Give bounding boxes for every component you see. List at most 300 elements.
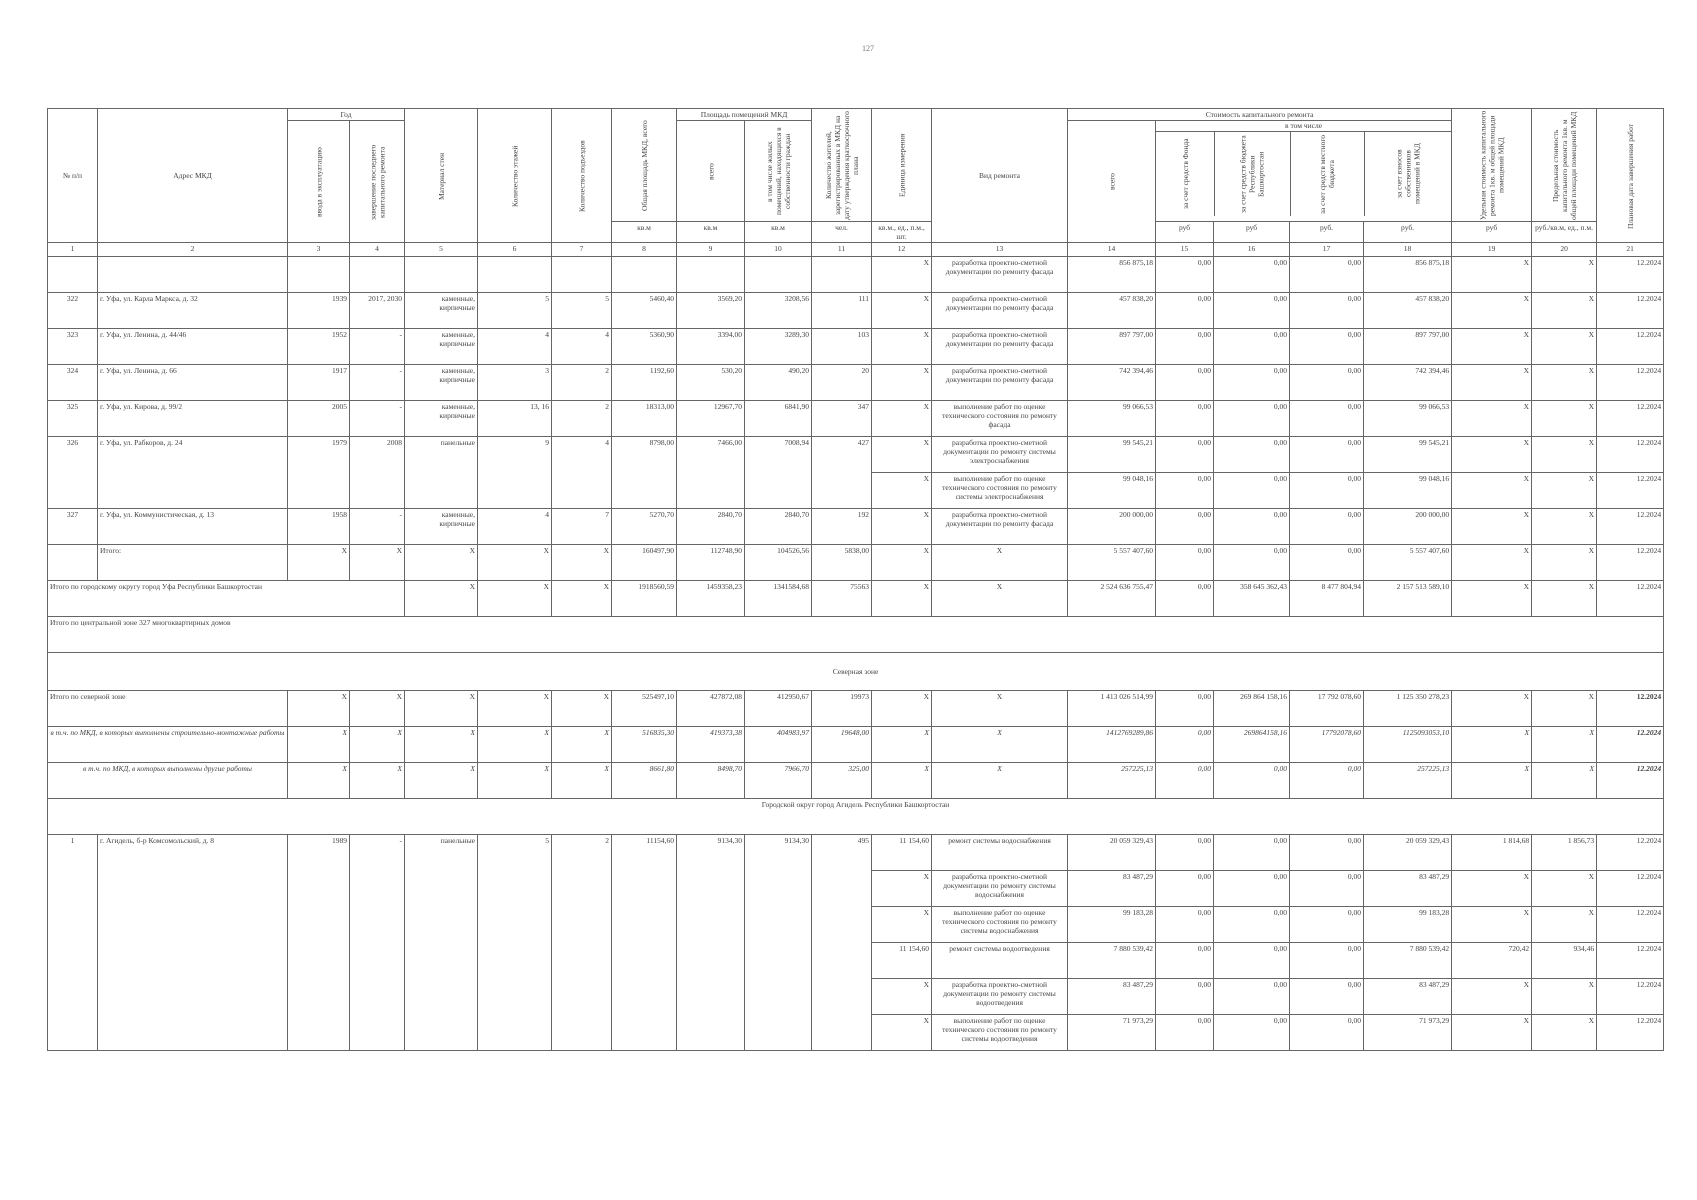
cost-total-cell: 257225,13 (1068, 763, 1156, 799)
total-area-cell: 1192,60 (612, 365, 677, 401)
cost-total-cell: 99 066,53 (1068, 401, 1156, 437)
col-num: 19 (1452, 243, 1532, 257)
north-zone-title: Северная зоне (48, 653, 1664, 691)
table-row (48, 329, 1664, 365)
deadline-cell: 12.2024 (1597, 437, 1664, 473)
unit-cost-cell: X (1452, 401, 1532, 437)
fund-cell: 0,00 (1156, 691, 1214, 727)
x-cell: X (405, 691, 478, 727)
unit-measure: кв.м., ед., п.м., шт. (872, 222, 932, 243)
private-area-cell: 404983,97 (745, 727, 812, 763)
unit-cell: X (872, 691, 932, 727)
entrances-cell: 7 (552, 509, 612, 545)
cost-total-cell: 83 487,29 (1068, 871, 1156, 907)
city-total-label: Итого по городскому округу город Уфа Республики Башкортостан (48, 581, 405, 617)
unit-cell: X (872, 581, 932, 617)
unit-cell: X (872, 727, 932, 763)
table-row (48, 401, 1664, 437)
owners-cell: 99 183,28 (1364, 907, 1452, 943)
col-head-republic-budget: за счет средств бюджета Республики Башкортостан (1214, 132, 1290, 216)
private-area-cell: 7966,70 (745, 763, 812, 799)
unit-cell: X (872, 365, 932, 401)
deadline-cell: 12.2024 (1597, 691, 1664, 727)
material-cell: каменные, кирпичные (405, 293, 478, 329)
table-row (48, 437, 1664, 473)
local-cell: 0,00 (1290, 1015, 1364, 1051)
x-cell: X (552, 545, 612, 581)
col-head-cost: Стоимость капитального ремонта (1068, 109, 1452, 121)
unit-kvm: кв.м (745, 222, 812, 243)
year-cell: 1952 (288, 329, 350, 365)
limit-cost-cell: X (1532, 907, 1597, 943)
area-cell: 9134,30 (677, 835, 745, 1051)
unit-cell: X (872, 545, 932, 581)
cost-total-cell: 1412769289,86 (1068, 727, 1156, 763)
limit-cost-cell: X (1532, 401, 1597, 437)
fund-cell: 0,00 (1156, 979, 1214, 1015)
col-num: 1 (48, 243, 98, 257)
unit-people: чел. (812, 222, 872, 243)
unit-rub: руб (1156, 222, 1214, 243)
limit-cost-cell: X (1532, 293, 1597, 329)
residents-cell: 103 (812, 329, 872, 365)
republic-cell: 0,00 (1214, 943, 1290, 979)
col-head-premises-area: Площадь помещений МКД (677, 109, 812, 121)
repair-type-cell: X (932, 763, 1068, 799)
year-cell: 1979 (288, 437, 350, 509)
zone-total-label: Итого по северной зоне (48, 691, 288, 727)
col-head-address: Адрес МКД (98, 109, 288, 243)
col-num: 17 (1290, 243, 1364, 257)
floors-cell: 9 (478, 437, 552, 509)
owners-cell: 7 880 539,42 (1364, 943, 1452, 979)
cost-total-cell: 2 524 636 755,47 (1068, 581, 1156, 617)
year-cell: 1989 (288, 835, 350, 1051)
material-cell: каменные, кирпичные (405, 509, 478, 545)
limit-cost-cell: X (1532, 979, 1597, 1015)
residents-cell: 20 (812, 365, 872, 401)
col-head-year: Год (288, 109, 405, 121)
central-zone-note: Итого по центральной зоне 327 многоквартирных домов (48, 617, 1664, 653)
local-cell: 0,00 (1290, 329, 1364, 365)
deadline-cell: 12.2024 (1597, 763, 1664, 799)
total-area-cell: 8798,00 (612, 437, 677, 509)
total-area-cell: 1918560,59 (612, 581, 677, 617)
owners-cell: 897 797,00 (1364, 329, 1452, 365)
col-head-entrances: Количество подъездов (552, 109, 612, 243)
fund-cell: 0,00 (1156, 727, 1214, 763)
area-cell: 427872,08 (677, 691, 745, 727)
address-cell: г. Уфа, ул. Рабкоров, д. 24 (98, 437, 288, 509)
total-area-cell: 516835,30 (612, 727, 677, 763)
area-cell: 112748,90 (677, 545, 745, 581)
subtotal-label: Итого: (98, 545, 288, 581)
col-num: 8 (612, 243, 677, 257)
row-number: 324 (48, 365, 98, 401)
fund-cell: 0,00 (1156, 545, 1214, 581)
deadline-cell: 12.2024 (1597, 401, 1664, 437)
local-cell: 0,00 (1290, 763, 1364, 799)
year-cell: 1917 (288, 365, 350, 401)
total-area-cell: 5360,90 (612, 329, 677, 365)
year-cell: 1958 (288, 509, 350, 545)
residents-cell: 427 (812, 437, 872, 509)
unit-cost-cell: X (1452, 1015, 1532, 1051)
unit-cost-cell: X (1452, 437, 1532, 473)
column-numbers-row (48, 243, 1664, 257)
material-cell: каменные, кирпичные (405, 365, 478, 401)
year-cell: 2005 (288, 401, 350, 437)
address-cell: г. Уфа, ул. Ленина, д. 66 (98, 365, 288, 401)
address-cell: г. Уфа, ул. Кирова, д. 99/2 (98, 401, 288, 437)
private-area-cell: 490,20 (745, 365, 812, 401)
cost-total-cell: 83 487,29 (1068, 979, 1156, 1015)
table-row (48, 293, 1664, 329)
col-head-deadline: Плановая дата завершения работ (1597, 109, 1664, 243)
owners-cell: 1125093053,10 (1364, 727, 1452, 763)
unit-rub: руб (1214, 222, 1290, 243)
col-num: 2 (98, 243, 288, 257)
total-area-cell: 525497,10 (612, 691, 677, 727)
x-cell: X (350, 763, 405, 799)
republic-cell: 0,00 (1214, 401, 1290, 437)
repair-type-cell: выполнение работ по оценке технического состояния по ремонту системы водоотведения (932, 1015, 1068, 1051)
cost-total-cell: 200 000,00 (1068, 509, 1156, 545)
private-area-cell: 2840,70 (745, 509, 812, 545)
unit-cost-cell: X (1452, 473, 1532, 509)
fund-cell: 0,00 (1156, 907, 1214, 943)
total-area-cell: 5460,40 (612, 293, 677, 329)
col-num: 21 (1597, 243, 1664, 257)
unit-rub: руб. (1290, 222, 1364, 243)
x-cell: X (405, 763, 478, 799)
table-row (48, 509, 1664, 545)
repair-type-cell: X (932, 545, 1068, 581)
limit-cost-cell: X (1532, 763, 1597, 799)
col-head-area-all: всего (677, 121, 745, 222)
entrances-cell: 5 (552, 293, 612, 329)
x-cell: X (350, 545, 405, 581)
fund-cell: 0,00 (1156, 473, 1214, 509)
cost-total-cell: 71 973,29 (1068, 1015, 1156, 1051)
unit-cost-cell: X (1452, 907, 1532, 943)
section-row (48, 653, 1664, 691)
unit-cell: X (872, 979, 932, 1015)
limit-cost-cell: X (1532, 437, 1597, 473)
unit-cost-cell: X (1452, 545, 1532, 581)
material-cell: панельные (405, 437, 478, 509)
x-cell: X (350, 691, 405, 727)
repair-type-cell: выполнение работ по оценке технического состояния по ремонту системы водоснабжения (932, 907, 1068, 943)
col-head-including: в том числе (1156, 121, 1451, 132)
local-cell: 0,00 (1290, 835, 1364, 871)
col-num: 13 (932, 243, 1068, 257)
last-repair-cell: - (350, 835, 405, 1051)
col-head-unit-cost: Удельная стоимость капитального ремонта 1кв. м общей площади помещений МКД (1452, 109, 1532, 222)
last-repair-cell: - (350, 401, 405, 437)
fund-cell: 0,00 (1156, 509, 1214, 545)
unit-cost-cell: X (1452, 871, 1532, 907)
floors-cell: 4 (478, 329, 552, 365)
private-area-cell: 412950,67 (745, 691, 812, 727)
deadline-cell: 12.2024 (1597, 293, 1664, 329)
local-cell: 0,00 (1290, 907, 1364, 943)
x-cell: X (288, 545, 350, 581)
local-cell: 17 792 078,60 (1290, 691, 1364, 727)
col-num: 15 (1156, 243, 1214, 257)
unit-cost-cell: X (1452, 257, 1532, 293)
limit-cost-cell: X (1532, 509, 1597, 545)
material-cell: панельные (405, 835, 478, 1051)
owners-cell: 1 125 350 278,23 (1364, 691, 1452, 727)
area-cell: 2840,70 (677, 509, 745, 545)
unit-cell: 11 154,60 (872, 835, 932, 871)
republic-cell: 269864158,16 (1214, 727, 1290, 763)
fund-cell: 0,00 (1156, 943, 1214, 979)
x-cell: X (552, 691, 612, 727)
owners-cell: 2 157 513 589,10 (1364, 581, 1452, 617)
x-cell: X (405, 581, 478, 617)
deadline-cell: 12.2024 (1597, 365, 1664, 401)
residents-cell: 347 (812, 401, 872, 437)
col-num: 12 (872, 243, 932, 257)
col-head-floors: Количество этажей (478, 109, 552, 243)
x-cell: X (288, 727, 350, 763)
residents-cell: 75563 (812, 581, 872, 617)
repair-type-cell: разработка проектно-сметной документации по ремонту фасада (932, 365, 1068, 401)
owners-cell: 99 048,16 (1364, 473, 1452, 509)
total-area-cell: 160497,90 (612, 545, 677, 581)
republic-cell: 0,00 (1214, 979, 1290, 1015)
last-repair-cell: - (350, 365, 405, 401)
entrances-cell: 4 (552, 437, 612, 509)
x-cell: X (478, 691, 552, 727)
limit-cost-cell: X (1532, 257, 1597, 293)
x-cell: X (478, 727, 552, 763)
unit-cell: X (872, 1015, 932, 1051)
private-area-cell: 3289,30 (745, 329, 812, 365)
republic-cell: 0,00 (1214, 907, 1290, 943)
zone-total-row (48, 691, 1664, 727)
residents-cell: 495 (812, 835, 872, 1051)
col-num: 5 (405, 243, 478, 257)
x-cell: X (350, 727, 405, 763)
deadline-cell: 12.2024 (1597, 727, 1664, 763)
deadline-cell: 12.2024 (1597, 581, 1664, 617)
col-head-residents: Количество жителей, зарегистрированных в МКД на дату утверждения краткосрочного плана (812, 109, 872, 222)
capital-repair-table (47, 108, 1664, 1051)
zone-subtotal-row (48, 763, 1664, 799)
x-cell: X (478, 581, 552, 617)
unit-cost-cell: X (1452, 329, 1532, 365)
last-repair-cell: 2017, 2030 (350, 293, 405, 329)
owners-cell: 20 059 329,43 (1364, 835, 1452, 871)
local-cell: 0,00 (1290, 545, 1364, 581)
deadline-cell: 12.2024 (1597, 257, 1664, 293)
col-head-local-budget: за счет средств местного бюджета (1290, 132, 1364, 216)
private-area-cell: 104526,56 (745, 545, 812, 581)
last-repair-cell: - (350, 329, 405, 365)
local-cell: 0,00 (1290, 365, 1364, 401)
col-head-owners: за счет взносов собственников помещений в МКД (1364, 132, 1452, 216)
repair-type-cell: разработка проектно-сметной документации по ремонту фасада (932, 329, 1068, 365)
fund-cell: 0,00 (1156, 871, 1214, 907)
limit-cost-cell: X (1532, 545, 1597, 581)
row-number: 325 (48, 401, 98, 437)
repair-type-cell: разработка проектно-сметной документации по ремонту фасада (932, 293, 1068, 329)
repair-type-cell: разработка проектно-сметной документации по ремонту фасада (932, 509, 1068, 545)
area-cell: 530,20 (677, 365, 745, 401)
col-head-last-repair: завершение последнего капитального ремонта (350, 121, 405, 243)
agidel-section-title: Городской округ город Агидель Республики Башкортостан (48, 799, 1664, 835)
city-total-row (48, 581, 1664, 617)
unit-cost-cell: X (1452, 509, 1532, 545)
col-num: 20 (1532, 243, 1597, 257)
repair-type-cell: разработка проектно-сметной документации по ремонту системы водоснабжения (932, 871, 1068, 907)
private-area-cell: 6841,90 (745, 401, 812, 437)
table-row (48, 835, 1664, 871)
private-area-cell: 7008,94 (745, 437, 812, 509)
unit-kvm: кв.м (612, 222, 677, 243)
deadline-cell: 12.2024 (1597, 329, 1664, 365)
owners-cell: 200 000,00 (1364, 509, 1452, 545)
deadline-cell: 12.2024 (1597, 979, 1664, 1015)
col-head-total-area: Общая площадь МКД, всего (612, 109, 677, 222)
repair-type-cell: X (932, 727, 1068, 763)
private-area-cell: 9134,30 (745, 835, 812, 1051)
x-cell: X (288, 691, 350, 727)
cost-total-cell: 99 048,16 (1068, 473, 1156, 509)
local-cell: 17792078,60 (1290, 727, 1364, 763)
area-cell: 8498,70 (677, 763, 745, 799)
fund-cell: 0,00 (1156, 401, 1214, 437)
col-num: 14 (1068, 243, 1156, 257)
unit-cost-cell: X (1452, 691, 1532, 727)
republic-cell: 0,00 (1214, 293, 1290, 329)
central-zone-note-row (48, 617, 1664, 653)
residents-cell: 5838,00 (812, 545, 872, 581)
unit-cell: X (872, 293, 932, 329)
unit-cell: 11 154,60 (872, 943, 932, 979)
republic-cell: 0,00 (1214, 509, 1290, 545)
address-cell: г. Уфа, ул. Коммунистическая, д. 13 (98, 509, 288, 545)
col-num: 10 (745, 243, 812, 257)
header-row-1 (48, 109, 1664, 121)
limit-cost-cell: X (1532, 473, 1597, 509)
republic-cell: 0,00 (1214, 437, 1290, 473)
last-repair-cell: 2008 (350, 437, 405, 509)
area-cell: 12967,70 (677, 401, 745, 437)
fund-cell: 0,00 (1156, 1015, 1214, 1051)
residents-cell: 19973 (812, 691, 872, 727)
floors-cell: 5 (478, 835, 552, 1051)
cost-total-cell: 897 797,00 (1068, 329, 1156, 365)
total-area-cell: 5270,70 (612, 509, 677, 545)
col-head-limit-cost: Предельная стоимость капитального ремонта 1кв. м общей площади помещений МКД (1532, 109, 1597, 222)
unit-cost-cell: 720,42 (1452, 943, 1532, 979)
owners-cell: 83 487,29 (1364, 979, 1452, 1015)
row-number: 327 (48, 509, 98, 545)
unit-cost-cell: X (1452, 727, 1532, 763)
table-row (48, 365, 1664, 401)
entrances-cell: 2 (552, 401, 612, 437)
col-head-cost-total: всего (1068, 121, 1156, 243)
owners-cell: 99 545,21 (1364, 437, 1452, 473)
address-cell: г. Уфа, ул. Карла Маркса, д. 32 (98, 293, 288, 329)
section-row (48, 799, 1664, 835)
fund-cell: 0,00 (1156, 763, 1214, 799)
deadline-cell: 12.2024 (1597, 545, 1664, 581)
fund-cell: 0,00 (1156, 835, 1214, 871)
area-cell: 1459358,23 (677, 581, 745, 617)
limit-cost-cell: X (1532, 871, 1597, 907)
col-head-area-private: в том числе жилых помещений, находящихся в собственности граждан (745, 121, 812, 222)
deadline-cell: 12.2024 (1597, 509, 1664, 545)
private-area-cell: 3208,56 (745, 293, 812, 329)
owners-cell: 71 973,29 (1364, 1015, 1452, 1051)
repair-type-cell: ремонт системы водоотведения (932, 943, 1068, 979)
limit-cost-cell: 1 856,73 (1532, 835, 1597, 871)
address-cell: г. Агидель, б-р Комсомольский, д. 8 (98, 835, 288, 1051)
row-number: 326 (48, 437, 98, 509)
republic-cell: 0,00 (1214, 365, 1290, 401)
material-cell: каменные, кирпичные (405, 329, 478, 365)
repair-type-cell: ремонт системы водоснабжения (932, 835, 1068, 871)
address-cell: г. Уфа, ул. Ленина, д. 44/46 (98, 329, 288, 365)
x-cell: X (552, 727, 612, 763)
local-cell: 0,00 (1290, 509, 1364, 545)
cost-total-cell: 7 880 539,42 (1068, 943, 1156, 979)
republic-cell: 0,00 (1214, 257, 1290, 293)
unit-cost-cell: X (1452, 763, 1532, 799)
col-num: 18 (1364, 243, 1452, 257)
owners-cell: 457 838,20 (1364, 293, 1452, 329)
col-head-unit: Единица измерения (872, 109, 932, 222)
entrances-cell: 2 (552, 835, 612, 1051)
last-repair-cell: - (350, 509, 405, 545)
limit-cost-cell: 934,46 (1532, 943, 1597, 979)
republic-cell: 0,00 (1214, 545, 1290, 581)
cost-total-cell: 5 557 407,60 (1068, 545, 1156, 581)
unit-cost-cell: X (1452, 581, 1532, 617)
year-cell: 1939 (288, 293, 350, 329)
republic-cell: 0,00 (1214, 1015, 1290, 1051)
local-cell: 8 477 804,94 (1290, 581, 1364, 617)
entrances-cell: 4 (552, 329, 612, 365)
col-num: 3 (288, 243, 350, 257)
local-cell: 0,00 (1290, 257, 1364, 293)
unit-cost-cell: X (1452, 293, 1532, 329)
row-number: 322 (48, 293, 98, 329)
deadline-cell: 12.2024 (1597, 1015, 1664, 1051)
col-head-commissioning: ввода в эксплуатацию (288, 121, 350, 243)
local-cell: 0,00 (1290, 401, 1364, 437)
entrances-cell: 2 (552, 365, 612, 401)
floors-cell: 4 (478, 509, 552, 545)
fund-cell: 0,00 (1156, 293, 1214, 329)
owners-cell: 99 066,53 (1364, 401, 1452, 437)
fund-cell: 0,00 (1156, 257, 1214, 293)
limit-cost-cell: X (1532, 365, 1597, 401)
unit-cell: X (872, 257, 932, 293)
x-cell: X (405, 727, 478, 763)
residents-cell: 19648,00 (812, 727, 872, 763)
repair-type-cell: разработка проектно-сметной документации по ремонту системы водоотведения (932, 979, 1068, 1015)
zone-subtotal-label: в т.ч. по МКД, в которых выполнены строительно-монтажные работы (48, 727, 288, 763)
fund-cell: 0,00 (1156, 437, 1214, 473)
cost-total-cell: 742 394,46 (1068, 365, 1156, 401)
repair-type-cell: разработка проектно-сметной документации по ремонту системы электроснабжения (932, 437, 1068, 473)
